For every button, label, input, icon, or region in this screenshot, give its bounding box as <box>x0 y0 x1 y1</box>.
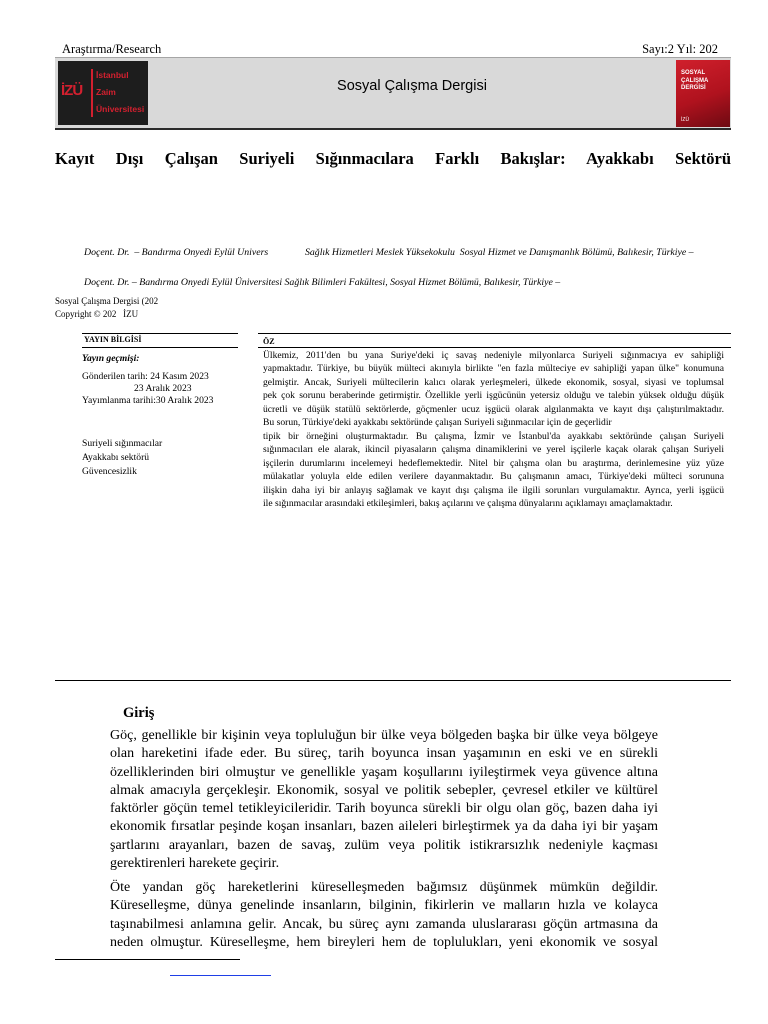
journal-cover-thumbnail <box>676 60 730 127</box>
logo-mark: İZÜ <box>61 82 83 99</box>
section-separator <box>55 680 731 681</box>
abstract-heading-rule <box>258 347 731 348</box>
body-line: almak amacıyla gerçekleşir. Ekonomik, sosyal ve politik sebepler, çevresel etkiler ve kültürel <box>110 782 658 798</box>
section-heading-introduction: Giriş <box>123 705 155 721</box>
keyword: Suriyeli sığınmacılar <box>82 438 163 449</box>
author-2-affiliation: Doçent. Dr. – Bandırma Onyedi Eylül Üniversitesi Sağlık Bilimleri Fakültesi, Sosyal Hizmet Bölümü, Balıkesir, Türkiye – <box>84 277 561 288</box>
body-line: özelliklerinden biri olmuştur ve genellikle yaşam koşullarını iyileştirmek veya güvence altına <box>110 764 658 780</box>
body-line: Küreselleşme, dünya genelinde insanların, bilginin, fikirlerin ve malların hızla ve kolayca <box>110 898 658 914</box>
publication-history-label: Yayın geçmişi: <box>82 353 140 364</box>
abstract-heading: ÖZ <box>263 337 275 346</box>
body-line: şartlarını arayanları, bazen de savaş, zulüm veya politik istikrarsızlık nedeniyle kaçması <box>110 837 658 853</box>
abstract-line: ile sığınmacılar arasındaki etkileşimleri, bakış açılarını ve çalışma dünyalarını açıklamayı amaçlamaktadır. <box>263 497 673 509</box>
keyword: Güvencesizlik <box>82 466 137 477</box>
running-header-issue: Sayı:2 Yıl: 202 <box>642 42 718 56</box>
abstract-line: ilişkin daha iyi bir anlayış sağlamak ve kayıt dışı çalışma ile ilgili sorunları vurgulamaktır. Ayrıca, yerli işgücü <box>263 484 724 496</box>
body-paragraph <box>110 879 658 952</box>
body-line: neden olmuştur. Küreselleşme, hem bireyleri hem de toplulukları, yeni ekonomik ve sosyal <box>110 934 658 950</box>
body-line: taşınabilmesi anlamına gelir. Ancak, bu süreç aynı zamanda uluslararası göçün artmasına da <box>110 916 658 932</box>
article-title: Kayıt Dışı Çalışan Suriyeli Sığınmacılara Farklı Bakışlar: Ayakkabı Sektörü <box>55 149 731 168</box>
body-paragraph <box>110 727 658 873</box>
body-line: Öte yandan göç hareketlerini küreselleşmeden bağımsız düşünmek mümkün değildir. <box>110 880 658 895</box>
body-line: ekonomik fırsatlar peşinde koşan insanları, bazen aileleri birleştirmek ya da daha iyi bir yaşam <box>110 819 658 835</box>
footnote-separator <box>55 959 240 960</box>
abstract-line: Ülkemiz, 2011'den bu yana Suriye'deki iç savaş nedeniyle milyonlarca Suriyeli sığınmacıya ev sahipliği <box>263 350 724 361</box>
logo-text-line: Üniversitesi <box>96 104 145 114</box>
running-header-section: Araştırma/Research <box>62 42 162 56</box>
submitted-date: Gönderilen tarih: 24 Kasım 2023 <box>82 371 209 382</box>
abstract-top-rule <box>258 333 731 334</box>
university-logo <box>58 61 148 125</box>
logo-divider <box>91 69 93 117</box>
abstract-line: sığınmacıları ele alarak, ikincil piyasaların çalışma dinamiklerini ve yerel işçilerle kaçak olarak çalışan Suriyeli <box>263 444 724 456</box>
abstract-line: işçilerin durumlarını incelemeyi hedeflemektedir. Nitel bir çalışma olan bu araştırma, derinlemesine yüz yüze <box>263 457 724 469</box>
body-line: faktörler göçün temel tetikleyicileridir. Tarih boyunca sürekli bir olgu olan göç, bazen daha iyi <box>110 801 658 817</box>
cover-logo-mark: İZÜ <box>681 117 690 123</box>
cover-title-line: SOSYAL <box>681 70 706 76</box>
cover-title-line: ÇALIŞMA <box>681 77 709 84</box>
abstract-text <box>263 349 724 510</box>
body-line: Göç, genellikle bir kişinin veya topluluğun bir ülke veya bölgeden başka bir ülke veya bölgeye <box>110 728 658 743</box>
body-line: gerektirenleri harekete geçirir. <box>110 856 280 872</box>
abstract-line: ücretli ve düşük statülü sektörlerde, göçmenler ucuz işgücü olarak algılanmakta ve kayıt dışı çalıştırılmaktadır. <box>263 403 724 415</box>
logo-text-line: İstanbul <box>96 70 129 80</box>
journal-banner <box>55 57 731 130</box>
info-top-rule <box>82 333 238 334</box>
footnote-link[interactable] <box>170 974 271 976</box>
author-1-affiliation-left: Doçent. Dr. – Bandırma Onyedi Eylül Univers <box>84 247 269 258</box>
journal-name: Sosyal Çalışma Dergisi <box>337 78 487 94</box>
abstract-line: gelmiştir. Ancak, Suriyeli mültecilerin kalıcı olarak yerleşmeleri, ülkede ekonomik, sosyal, siyasi ve toplumsal <box>263 376 724 388</box>
author-1-affiliation-right: Sağlık Hizmetleri Meslek Yüksekokulu Sosyal Hizmet ve Danışmanlık Bölümü, Balıkesir, Türkiye – <box>305 247 694 258</box>
journal-citation: Sosyal Çalışma Dergisi (202 <box>55 296 159 306</box>
info-heading: YAYIN BİLGİSİ <box>84 335 142 344</box>
revised-date: 23 Aralık 2023 <box>134 383 192 394</box>
body-line: olan hareketini ifade eder. Bu süreç, tarih boyunca insan yaşamının en eski ve en sürekli <box>110 746 658 762</box>
cover-title-line: DERGİSİ <box>681 85 706 91</box>
abstract-line: pek çok sorunu beraberinde getirmiştir. Özellikle yerli işgücünün yetersiz olduğu ve talebin yüksek olduğu düşük <box>263 390 724 402</box>
abstract-line: mülakatlar yoluyla elde edilen verilere dayanmaktadır. Bu çalışmanın amacı, Türkiye'deki mülteci sorununa <box>263 471 724 483</box>
info-heading-rule <box>82 347 238 348</box>
abstract-line: tipik bir örneğini oluşturmaktadır. Bu çalışma, İzmir ve İstanbul'da ayakkabı sektöründe çalışan Suriyeli <box>263 430 724 442</box>
published-date: Yayımlanma tarihi:30 Aralık 2023 <box>82 395 214 406</box>
logo-text-line: Zaim <box>96 87 116 97</box>
logo-text <box>96 67 144 118</box>
abstract-line: yapmaktadır. Türkiye, bu büyük mülteci akınıyla birlikte "en fazla mülteciye ev sahipliği yapan ülke" konumuna <box>263 363 724 375</box>
cover-title <box>681 70 708 93</box>
copyright-notice: Copyright © 202 İZU <box>55 309 139 319</box>
abstract-line: Bu sorun, Türkiye'deki ayakkabı sektöründe çalışan Suriyeli sığınmacılar için de geçerlidir <box>263 417 612 429</box>
keyword: Ayakkabı sektörü <box>82 452 150 463</box>
